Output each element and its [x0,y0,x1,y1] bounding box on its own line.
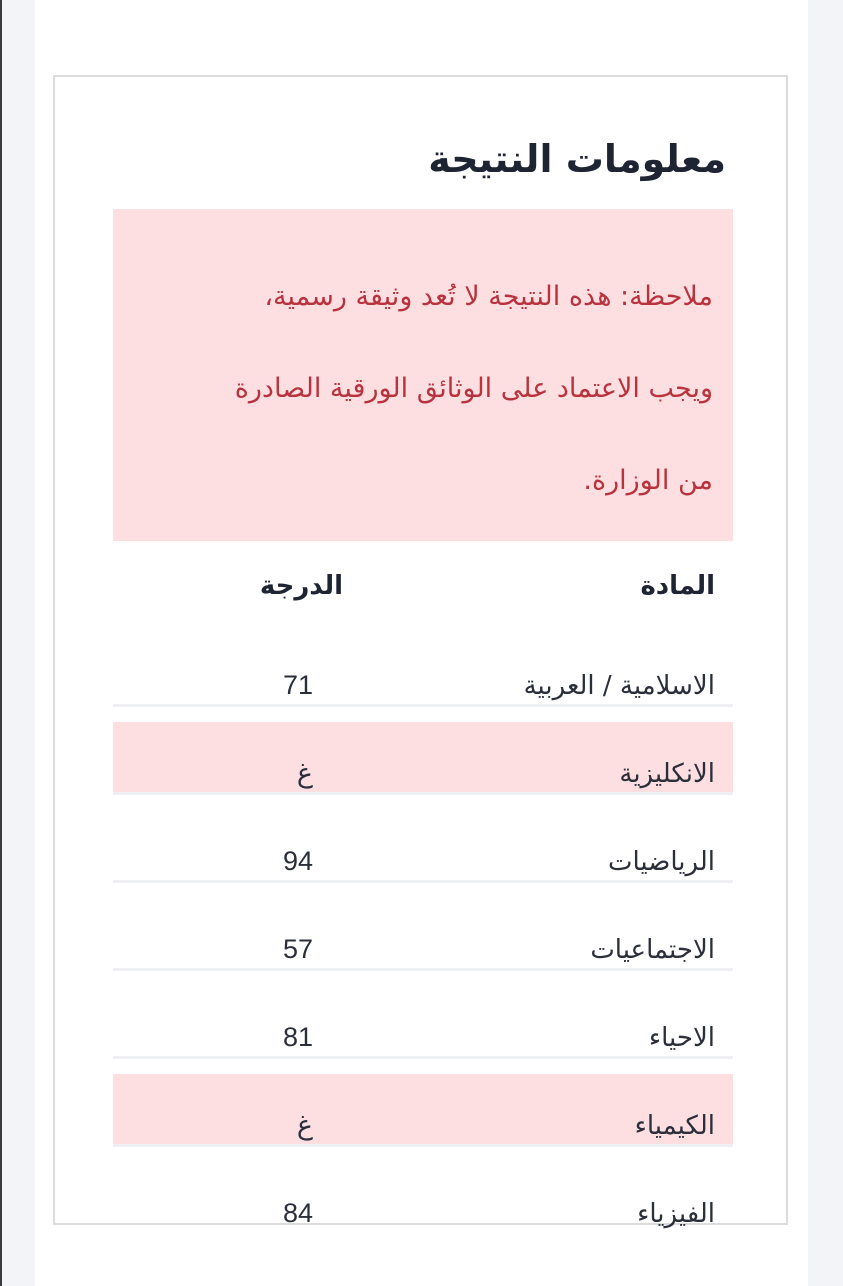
header-subject: المادة [640,571,715,601]
notice-line: ويجب الاعتماد على الوثائق الورقية الصادرة [234,373,713,404]
table-row [113,1147,733,1235]
notice-line: من الوزارة. [583,465,713,496]
grade-cell: 57 [282,934,313,964]
table-row [113,971,733,1059]
notice-alert [113,209,733,541]
table-header [113,557,733,619]
subject-cell: الكيمياء [634,1111,715,1141]
grade-cell: 84 [282,1198,313,1228]
table-row [113,883,733,971]
table-row-failed [113,707,733,795]
grade-cell: غ [296,1110,313,1140]
grade-cell: 81 [282,1022,313,1052]
subject-cell: الاجتماعيات [590,935,715,965]
grade-cell: 71 [282,670,313,700]
table-row [113,619,733,707]
subject-cell: الرياضيات [608,847,715,877]
subject-cell: الاحياء [648,1023,715,1053]
result-card [53,75,788,1229]
screen-edge [0,0,2,1286]
table-row-failed [113,1059,733,1147]
notice-line: ملاحظة: هذه النتيجة لا تُعد وثيقة رسمية، [264,281,713,312]
grade-cell: 94 [282,846,313,876]
subject-cell: الاسلامية / العربية [523,671,715,701]
page-container [35,0,808,1286]
results-table [113,557,733,1235]
subject-cell: الفيزياء [637,1199,715,1229]
grade-cell: غ [296,758,313,788]
table-row [113,795,733,883]
page-title: معلومات النتيجة [428,137,726,181]
header-grade: الدرجة [259,571,343,601]
subject-cell: الانكليزية [619,759,715,789]
